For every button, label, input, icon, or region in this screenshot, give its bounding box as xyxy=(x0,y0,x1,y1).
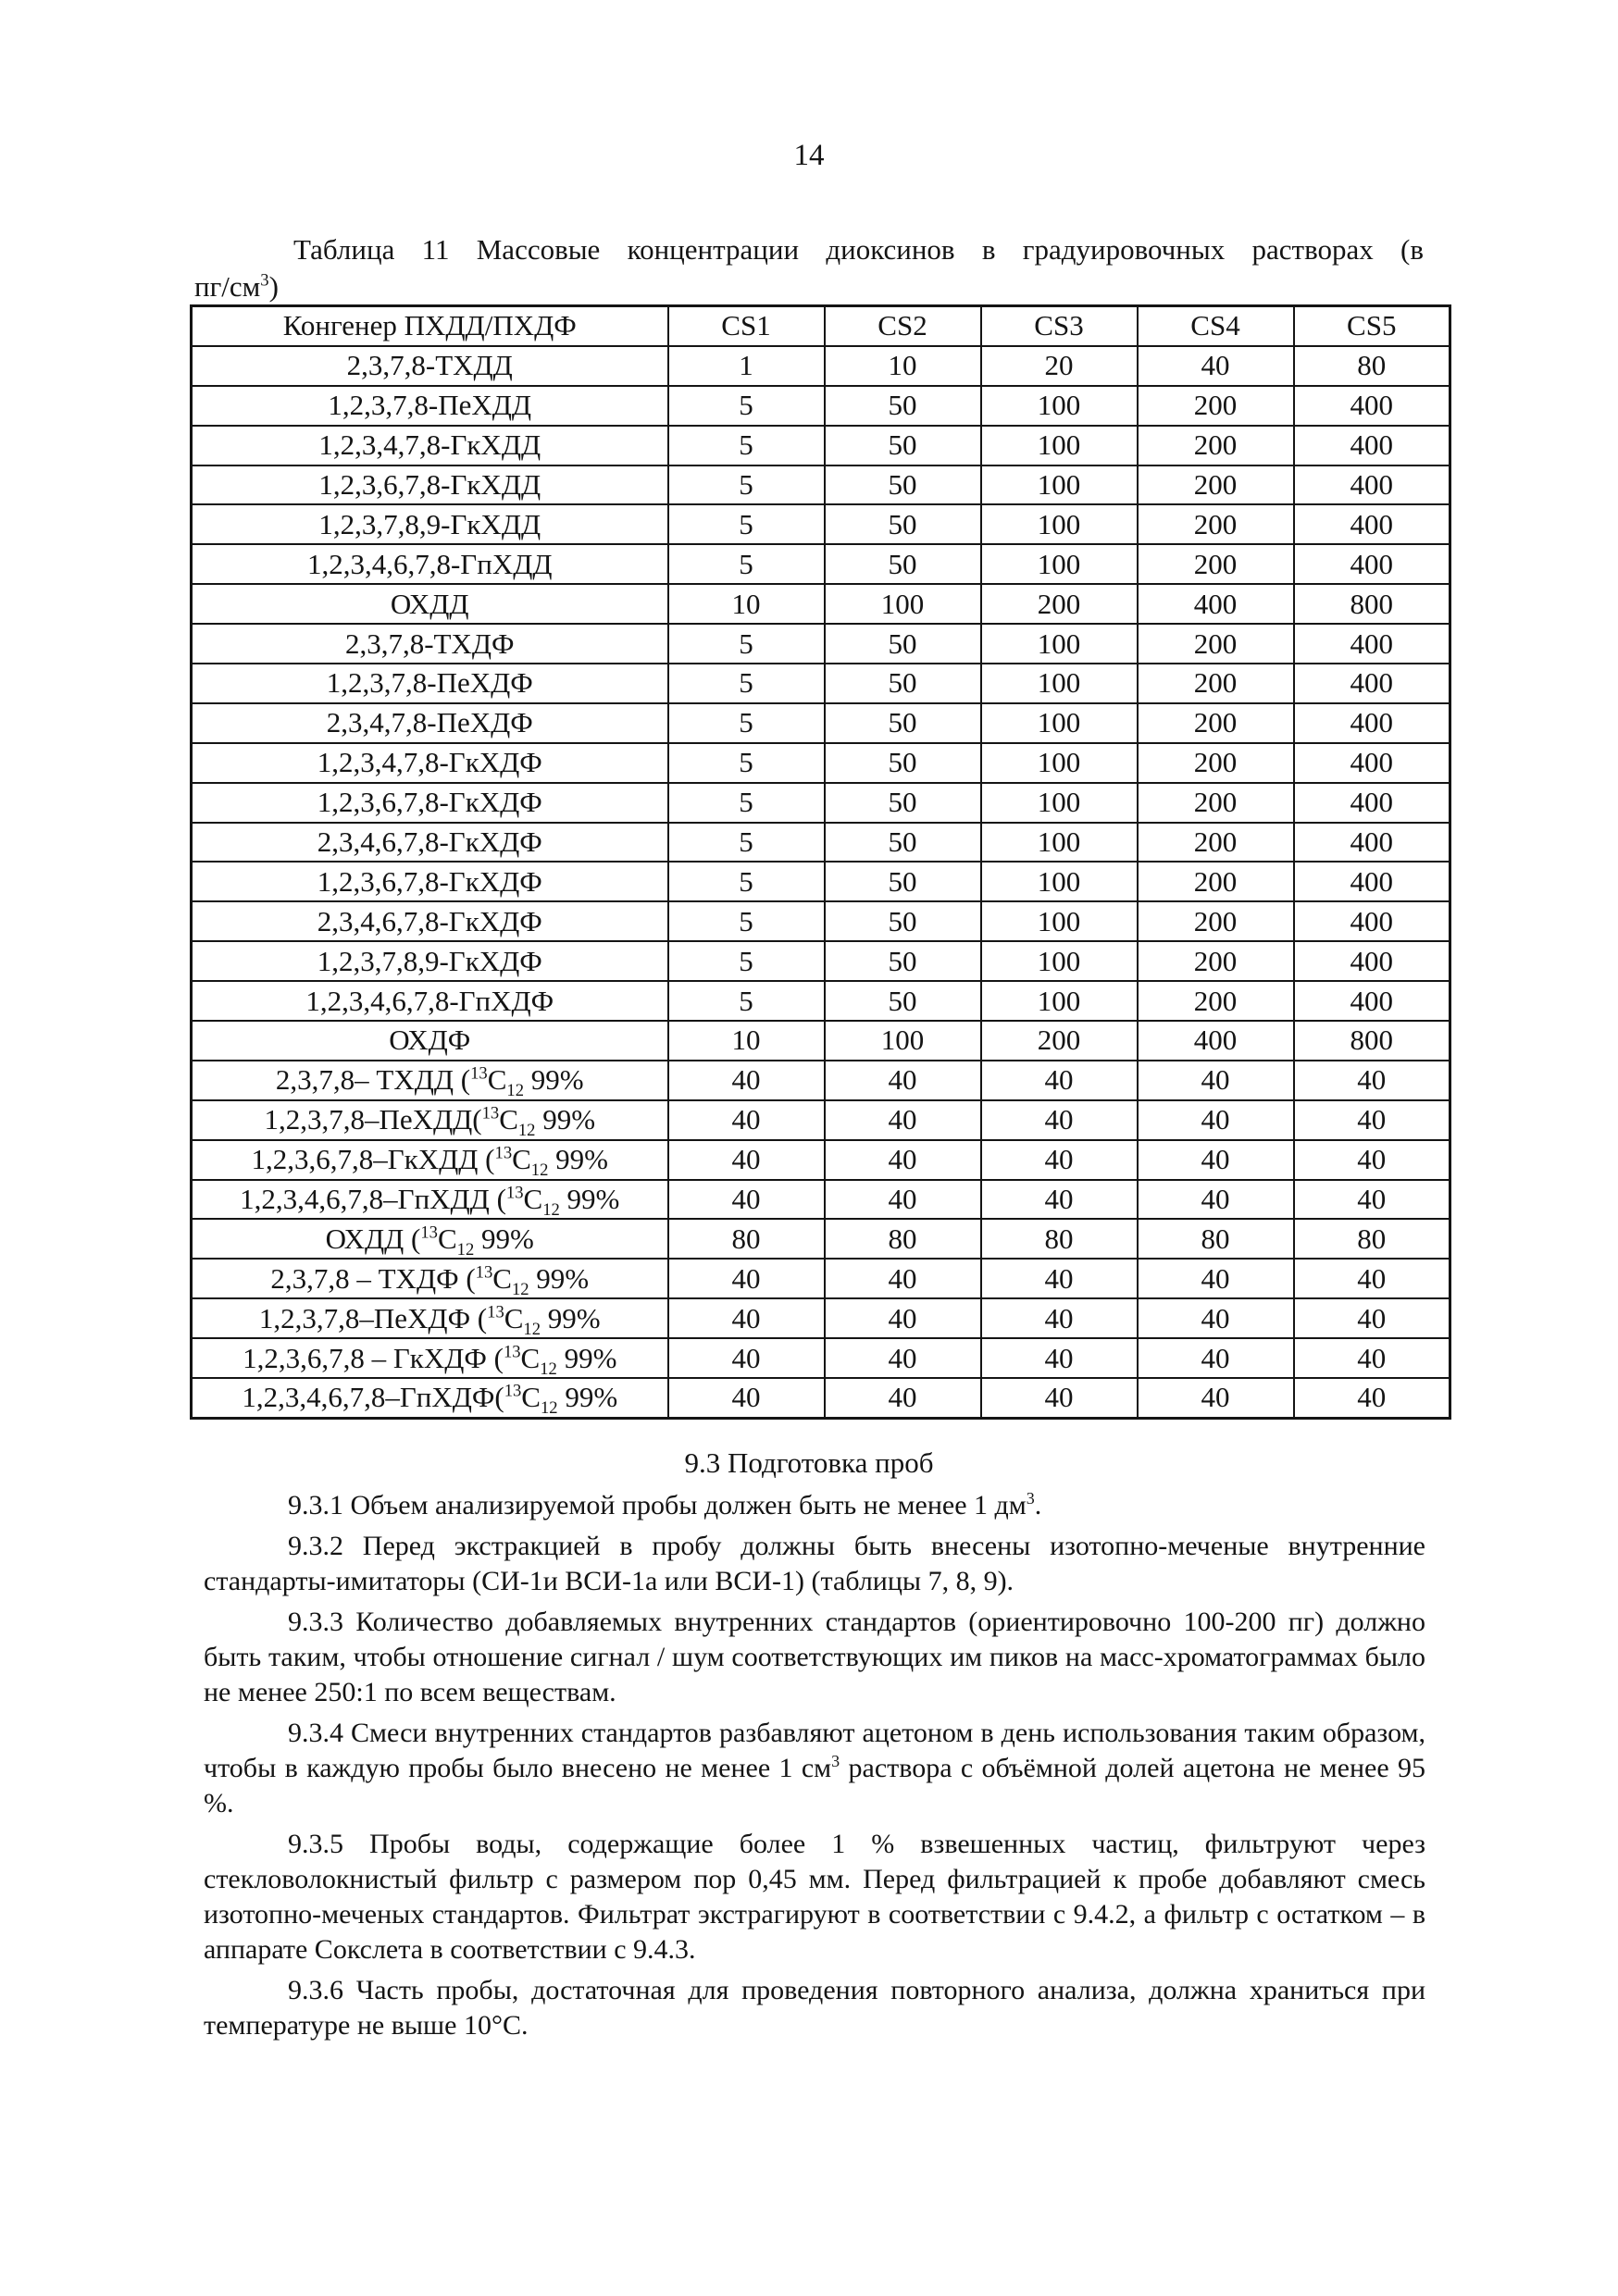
cs3-cell: 100 xyxy=(981,465,1138,505)
caption-unit-exponent: 3 xyxy=(260,270,269,291)
congener-cell xyxy=(192,823,668,863)
cs2-cell: 50 xyxy=(825,862,981,901)
congener-name: 1,2,3,7,8–ПеХДД( xyxy=(264,1103,482,1136)
isotope-element: С xyxy=(437,1222,457,1255)
isotope-purity: 99% xyxy=(524,1063,584,1097)
concentration-table xyxy=(190,304,1451,1420)
congener-name: 1,2,3,7,8–ПеХДФ ( xyxy=(258,1301,488,1334)
cs1-cell: 5 xyxy=(668,743,825,783)
congener-name: ОХДД ( xyxy=(325,1222,421,1255)
cs1-cell: 5 xyxy=(668,823,825,863)
table-row xyxy=(192,386,1450,426)
congener-cell xyxy=(192,624,668,664)
cs2-cell: 50 xyxy=(825,664,981,703)
congener-cell xyxy=(192,544,668,584)
congener-name: 1,2,3,4,7,8-ГкХДФ xyxy=(317,746,542,779)
cs3-cell: 40 xyxy=(981,1338,1138,1378)
cs5-cell: 400 xyxy=(1294,941,1450,981)
caption-close: ) xyxy=(268,270,279,303)
cs4-cell: 40 xyxy=(1138,1061,1294,1100)
cs1-cell: 40 xyxy=(668,1061,825,1100)
isotope-element: С xyxy=(499,1103,518,1136)
table-row xyxy=(192,544,1450,584)
isotope-count: 12 xyxy=(511,1280,529,1299)
congener-cell xyxy=(192,1259,668,1298)
isotope-purity: 99% xyxy=(559,1183,620,1216)
congener-name: 1,2,3,6,7,8-ГкХДФ xyxy=(317,864,542,898)
congener-cell xyxy=(192,1061,668,1100)
cs5-cell: 400 xyxy=(1294,426,1450,465)
page-number: 14 xyxy=(793,139,825,172)
cs4-cell: 400 xyxy=(1138,1021,1294,1061)
cs1-cell: 5 xyxy=(668,703,825,743)
isotope-mass: 13 xyxy=(470,1064,488,1085)
isotope-element: С xyxy=(504,1301,524,1334)
congener-cell xyxy=(192,664,668,703)
table-row xyxy=(192,743,1450,783)
congener-cell xyxy=(192,1180,668,1220)
cs3-cell: 100 xyxy=(981,386,1138,426)
congener-name: 1,2,3,6,7,8–ГкХДД ( xyxy=(251,1143,495,1176)
paragraph-9-3-4-text: 9.3.4 Смеси внутренних стандартов разбавляют ацетоном в день использования таким образом, чтобы в каждую пробы было внесено не менее 1 см xyxy=(204,1718,1425,1783)
isotope-mass: 13 xyxy=(481,1103,500,1123)
cs5-cell: 40 xyxy=(1294,1180,1450,1220)
table-header-row xyxy=(192,306,1450,346)
cs2-cell: 50 xyxy=(825,783,981,823)
cs3-cell: 100 xyxy=(981,426,1138,465)
paragraph-9-3-4-exponent: 3 xyxy=(831,1752,840,1770)
isotope-purity: 99% xyxy=(535,1103,596,1136)
isotope-element: С xyxy=(487,1063,507,1097)
isotope-element: С xyxy=(523,1183,543,1216)
cs3-cell: 40 xyxy=(981,1298,1138,1338)
cs3-cell: 100 xyxy=(981,901,1138,941)
isotope-mass: 13 xyxy=(504,1382,522,1402)
cs5-cell: 40 xyxy=(1294,1338,1450,1378)
congener-cell xyxy=(192,1140,668,1180)
cs1-cell: 5 xyxy=(668,941,825,981)
cs5-cell: 40 xyxy=(1294,1259,1450,1298)
isotope-purity: 99% xyxy=(557,1381,618,1414)
cs5-cell: 400 xyxy=(1294,823,1450,863)
cs5-cell: 400 xyxy=(1294,743,1450,783)
isotope-count: 12 xyxy=(456,1240,475,1260)
congener-cell xyxy=(192,426,668,465)
cs2-cell: 50 xyxy=(825,941,981,981)
cs3-cell: 100 xyxy=(981,624,1138,664)
congener-cell xyxy=(192,981,668,1021)
congener-name: 2,3,7,8-ТХДД xyxy=(346,349,513,382)
table-row xyxy=(192,823,1450,863)
cs4-cell: 200 xyxy=(1138,465,1294,505)
congener-name: 1,2,3,7,8-ПеХДФ xyxy=(326,666,533,700)
paragraph-9-3-6: 9.3.6 Часть пробы, достаточная для проведения повторного анализа, должна храниться при температуре не выше 10°С. xyxy=(204,1975,1425,2041)
table-row xyxy=(192,1180,1450,1220)
paragraph-9-3-4 xyxy=(204,1716,1425,1821)
cs4-cell: 40 xyxy=(1138,1100,1294,1140)
cs4-cell: 200 xyxy=(1138,823,1294,863)
cs4-cell: 200 xyxy=(1138,624,1294,664)
cs3-cell: 100 xyxy=(981,783,1138,823)
cs5-cell: 40 xyxy=(1294,1140,1450,1180)
cs1-cell: 40 xyxy=(668,1100,825,1140)
cs1-cell: 5 xyxy=(668,664,825,703)
cs4-cell: 200 xyxy=(1138,862,1294,901)
congener-name: 1,2,3,6,7,8-ГкХДФ xyxy=(317,786,542,819)
cs2-cell: 40 xyxy=(825,1180,981,1220)
table-row xyxy=(192,783,1450,823)
isotope-mass: 13 xyxy=(475,1262,493,1283)
cs3-cell: 80 xyxy=(981,1219,1138,1259)
congener-name: 1,2,3,7,8,9-ГкХДД xyxy=(318,507,541,540)
congener-cell xyxy=(192,346,668,386)
cs2-cell: 40 xyxy=(825,1061,981,1100)
cs2-cell: 50 xyxy=(825,426,981,465)
cs1-cell: 10 xyxy=(668,1021,825,1061)
table-row xyxy=(192,426,1450,465)
cs1-cell: 5 xyxy=(668,386,825,426)
table-row xyxy=(192,624,1450,664)
cs2-cell: 50 xyxy=(825,386,981,426)
cs5-cell: 40 xyxy=(1294,1298,1450,1338)
header-cs3: CS3 xyxy=(981,306,1138,346)
cs5-cell: 80 xyxy=(1294,346,1450,386)
cs4-cell: 40 xyxy=(1138,1378,1294,1418)
caption-unit: пг/см xyxy=(194,270,261,303)
table-body xyxy=(192,346,1450,1419)
congener-name: 1,2,3,4,6,7,8–ГпХДФ( xyxy=(242,1381,504,1414)
table-row xyxy=(192,1100,1450,1140)
cs1-cell: 40 xyxy=(668,1180,825,1220)
cs5-cell: 400 xyxy=(1294,386,1450,426)
table-row xyxy=(192,901,1450,941)
table-row xyxy=(192,1140,1450,1180)
congener-cell xyxy=(192,504,668,544)
isotope-element: С xyxy=(521,1381,541,1414)
cs5-cell: 800 xyxy=(1294,584,1450,624)
paragraph-9-3-1-end: . xyxy=(1034,1490,1042,1520)
cs1-cell: 5 xyxy=(668,426,825,465)
paragraph-9-3-1-text: 9.3.1 Объем анализируемой пробы должен быть не менее 1 дм xyxy=(288,1490,1027,1520)
table-row xyxy=(192,504,1450,544)
congener-name: 2,3,4,6,7,8-ГкХДФ xyxy=(317,904,542,937)
cs3-cell: 100 xyxy=(981,862,1138,901)
congener-cell xyxy=(192,1219,668,1259)
cs4-cell: 200 xyxy=(1138,783,1294,823)
congener-name: 1,2,3,4,7,8-ГкХДД xyxy=(318,428,541,462)
isotope-element: С xyxy=(492,1261,512,1295)
cs5-cell: 40 xyxy=(1294,1100,1450,1140)
isotope-element: С xyxy=(512,1143,531,1176)
isotope-count: 12 xyxy=(542,1200,560,1220)
paragraph-9-3-1 xyxy=(204,1488,1425,1523)
cs2-cell: 40 xyxy=(825,1259,981,1298)
isotope-count: 12 xyxy=(506,1081,524,1100)
paragraph-9-3-4-end: раствора с объёмной долей ацетона не менее 95 %. xyxy=(204,1753,1425,1818)
congener-cell xyxy=(192,743,668,783)
congener-cell xyxy=(192,1021,668,1061)
header-congener: Конгенер ПХДД/ПХДФ xyxy=(192,306,668,346)
cs5-cell: 400 xyxy=(1294,544,1450,584)
cs1-cell: 5 xyxy=(668,862,825,901)
cs1-cell: 5 xyxy=(668,465,825,505)
cs3-cell: 200 xyxy=(981,1021,1138,1061)
isotope-mass: 13 xyxy=(505,1183,524,1203)
cs5-cell: 400 xyxy=(1294,703,1450,743)
cs5-cell: 40 xyxy=(1294,1061,1450,1100)
cs4-cell: 200 xyxy=(1138,743,1294,783)
cs4-cell: 40 xyxy=(1138,1140,1294,1180)
cs3-cell: 100 xyxy=(981,941,1138,981)
table-row xyxy=(192,465,1450,505)
cs2-cell: 80 xyxy=(825,1219,981,1259)
cs2-cell: 50 xyxy=(825,823,981,863)
table-row xyxy=(192,703,1450,743)
paragraph-9-3-2: 9.3.2 Перед экстракцией в пробу должны быть внесены изотопно-меченые внутренние стандарты-имитаторы (СИ-1и ВСИ-1а или ВСИ-1) (таблицы 7, 8, 9). xyxy=(204,1531,1425,1596)
cs2-cell: 50 xyxy=(825,465,981,505)
header-cs2: CS2 xyxy=(825,306,981,346)
congener-cell xyxy=(192,465,668,505)
cs3-cell: 100 xyxy=(981,544,1138,584)
cs4-cell: 200 xyxy=(1138,664,1294,703)
table-row xyxy=(192,584,1450,624)
cs2-cell: 50 xyxy=(825,544,981,584)
cs1-cell: 5 xyxy=(668,624,825,664)
isotope-mass: 13 xyxy=(487,1302,504,1322)
congener-name: 1,2,3,7,8,9-ГкХДФ xyxy=(317,944,542,977)
cs3-cell: 100 xyxy=(981,703,1138,743)
congener-name: ОХДФ xyxy=(389,1024,471,1057)
congener-cell xyxy=(192,783,668,823)
cs1-cell: 40 xyxy=(668,1140,825,1180)
cs2-cell: 100 xyxy=(825,584,981,624)
header-cs4: CS4 xyxy=(1138,306,1294,346)
cs3-cell: 40 xyxy=(981,1061,1138,1100)
table-row xyxy=(192,664,1450,703)
congener-name: 2,3,4,6,7,8-ГкХДФ xyxy=(317,825,542,859)
congener-name: 2,3,7,8– ТХДД ( xyxy=(275,1063,471,1097)
congener-cell xyxy=(192,703,668,743)
cs2-cell: 50 xyxy=(825,901,981,941)
section-title: 9.3 Подготовка проб xyxy=(684,1446,934,1479)
cs4-cell: 200 xyxy=(1138,426,1294,465)
table-row xyxy=(192,1021,1450,1061)
paragraph-9-3-5: 9.3.5 Пробы воды, содержащие более 1 % взвешенных частиц, фильтруют через стекловолокнистый фильтр с размером пор 0,45 мм. Перед фильтрацией к пробе добавляют смесь изотопно-меченых стандартов. Фильтрат экстрагируют в соответствии с 9.4.2, а фильтр с остатком – в аппарате Сокслета в соответствии с 9.4.3. xyxy=(204,1829,1425,1965)
table-row xyxy=(192,1219,1450,1259)
congener-cell xyxy=(192,862,668,901)
cs5-cell: 400 xyxy=(1294,465,1450,505)
cs2-cell: 40 xyxy=(825,1140,981,1180)
cs4-cell: 80 xyxy=(1138,1219,1294,1259)
congener-cell xyxy=(192,1378,668,1418)
isotope-purity: 99% xyxy=(548,1143,608,1176)
congener-name: 1,2,3,4,6,7,8–ГпХДД ( xyxy=(240,1183,506,1216)
cs3-cell: 40 xyxy=(981,1100,1138,1140)
cs5-cell: 400 xyxy=(1294,504,1450,544)
cs5-cell: 400 xyxy=(1294,981,1450,1021)
cs1-cell: 40 xyxy=(668,1259,825,1298)
cs2-cell: 50 xyxy=(825,504,981,544)
table-row xyxy=(192,862,1450,901)
cs4-cell: 200 xyxy=(1138,544,1294,584)
cs2-cell: 40 xyxy=(825,1338,981,1378)
cs1-cell: 1 xyxy=(668,346,825,386)
cs4-cell: 200 xyxy=(1138,504,1294,544)
cs5-cell: 400 xyxy=(1294,862,1450,901)
cs3-cell: 40 xyxy=(981,1259,1138,1298)
cs3-cell: 20 xyxy=(981,346,1138,386)
cs2-cell: 40 xyxy=(825,1378,981,1418)
cs5-cell: 400 xyxy=(1294,624,1450,664)
congener-name: 2,3,7,8 – ТХДФ ( xyxy=(270,1261,476,1295)
cs2-cell: 10 xyxy=(825,346,981,386)
cs3-cell: 100 xyxy=(981,981,1138,1021)
table-row xyxy=(192,1259,1450,1298)
cs1-cell: 40 xyxy=(668,1338,825,1378)
cs2-cell: 40 xyxy=(825,1100,981,1140)
table-row xyxy=(192,1378,1450,1418)
cs3-cell: 100 xyxy=(981,823,1138,863)
table-row xyxy=(192,1061,1450,1100)
cs1-cell: 80 xyxy=(668,1219,825,1259)
header-cs5: CS5 xyxy=(1294,306,1450,346)
cs4-cell: 40 xyxy=(1138,346,1294,386)
congener-name: 1,2,3,4,6,7,8-ГпХДФ xyxy=(305,984,554,1017)
isotope-count: 12 xyxy=(540,1398,558,1419)
isotope-purity: 99% xyxy=(529,1261,590,1295)
congener-name: 1,2,3,6,7,8 – ГкХДФ ( xyxy=(243,1341,504,1374)
cs5-cell: 400 xyxy=(1294,901,1450,941)
cs1-cell: 5 xyxy=(668,504,825,544)
cs1-cell: 40 xyxy=(668,1378,825,1418)
cs1-cell: 5 xyxy=(668,783,825,823)
cs4-cell: 40 xyxy=(1138,1180,1294,1220)
congener-cell xyxy=(192,1100,668,1140)
cs4-cell: 200 xyxy=(1138,703,1294,743)
cs3-cell: 100 xyxy=(981,664,1138,703)
cs1-cell: 5 xyxy=(668,981,825,1021)
cs4-cell: 200 xyxy=(1138,386,1294,426)
cs5-cell: 400 xyxy=(1294,664,1450,703)
table-row xyxy=(192,346,1450,386)
table-row xyxy=(192,1338,1450,1378)
cs5-cell: 40 xyxy=(1294,1378,1450,1418)
table-row xyxy=(192,941,1450,981)
cs2-cell: 50 xyxy=(825,743,981,783)
congener-cell xyxy=(192,1338,668,1378)
isotope-element: С xyxy=(520,1341,541,1374)
paragraph-9-3-1-exponent: 3 xyxy=(1026,1489,1035,1508)
table-caption xyxy=(194,231,1424,305)
cs3-cell: 100 xyxy=(981,504,1138,544)
cs2-cell: 50 xyxy=(825,981,981,1021)
cs1-cell: 5 xyxy=(668,544,825,584)
isotope-count: 12 xyxy=(523,1319,541,1339)
isotope-count: 12 xyxy=(530,1160,549,1180)
cs1-cell: 5 xyxy=(668,901,825,941)
isotope-count: 12 xyxy=(540,1359,557,1379)
cs1-cell: 40 xyxy=(668,1298,825,1338)
isotope-count: 12 xyxy=(517,1121,536,1140)
cs2-cell: 40 xyxy=(825,1298,981,1338)
cs3-cell: 200 xyxy=(981,584,1138,624)
congener-cell xyxy=(192,1298,668,1338)
cs4-cell: 200 xyxy=(1138,981,1294,1021)
cs3-cell: 40 xyxy=(981,1378,1138,1418)
cs3-cell: 40 xyxy=(981,1140,1138,1180)
cs4-cell: 400 xyxy=(1138,584,1294,624)
cs1-cell: 10 xyxy=(668,584,825,624)
section-body xyxy=(204,1488,1425,2049)
caption-line-2 xyxy=(194,268,1424,305)
congener-name: ОХДД xyxy=(390,587,469,620)
congener-cell xyxy=(192,584,668,624)
cs4-cell: 200 xyxy=(1138,941,1294,981)
congener-cell xyxy=(192,941,668,981)
cs2-cell: 50 xyxy=(825,703,981,743)
congener-name: 1,2,3,7,8-ПеХДД xyxy=(328,389,532,422)
congener-cell xyxy=(192,386,668,426)
isotope-purity: 99% xyxy=(556,1341,617,1374)
cs2-cell: 100 xyxy=(825,1021,981,1061)
caption-line-1: Таблица 11 Массовые концентрации диоксинов в градуировочных растворах (в xyxy=(293,233,1424,266)
cs4-cell: 200 xyxy=(1138,901,1294,941)
cs3-cell: 40 xyxy=(981,1180,1138,1220)
paragraph-9-3-3: 9.3.3 Количество добавляемых внутренних стандартов (ориентировочно 100-200 пг) должно быть таким, чтобы отношение сигнал / шум соответствующих им пиков на масс-хроматограммах было не менее 250:1 по всем веществам. xyxy=(204,1607,1425,1707)
cs5-cell: 800 xyxy=(1294,1021,1450,1061)
isotope-mass: 13 xyxy=(503,1342,521,1362)
cs4-cell: 40 xyxy=(1138,1298,1294,1338)
isotope-mass: 13 xyxy=(420,1222,438,1243)
isotope-mass: 13 xyxy=(494,1143,513,1163)
congener-name: 1,2,3,6,7,8-ГкХДД xyxy=(318,468,541,501)
cs5-cell: 80 xyxy=(1294,1219,1450,1259)
congener-name: 2,3,7,8-ТХДФ xyxy=(344,627,515,660)
cs3-cell: 100 xyxy=(981,743,1138,783)
cs4-cell: 40 xyxy=(1138,1259,1294,1298)
table-row xyxy=(192,981,1450,1021)
cs5-cell: 400 xyxy=(1294,783,1450,823)
cs4-cell: 40 xyxy=(1138,1338,1294,1378)
isotope-purity: 99% xyxy=(474,1222,534,1255)
header-cs1: CS1 xyxy=(668,306,825,346)
table-row xyxy=(192,1298,1450,1338)
congener-cell xyxy=(192,901,668,941)
congener-name: 1,2,3,4,6,7,8-ГпХДД xyxy=(306,547,553,580)
congener-name: 2,3,4,7,8-ПеХДФ xyxy=(326,706,533,739)
cs2-cell: 50 xyxy=(825,624,981,664)
isotope-purity: 99% xyxy=(541,1301,601,1334)
